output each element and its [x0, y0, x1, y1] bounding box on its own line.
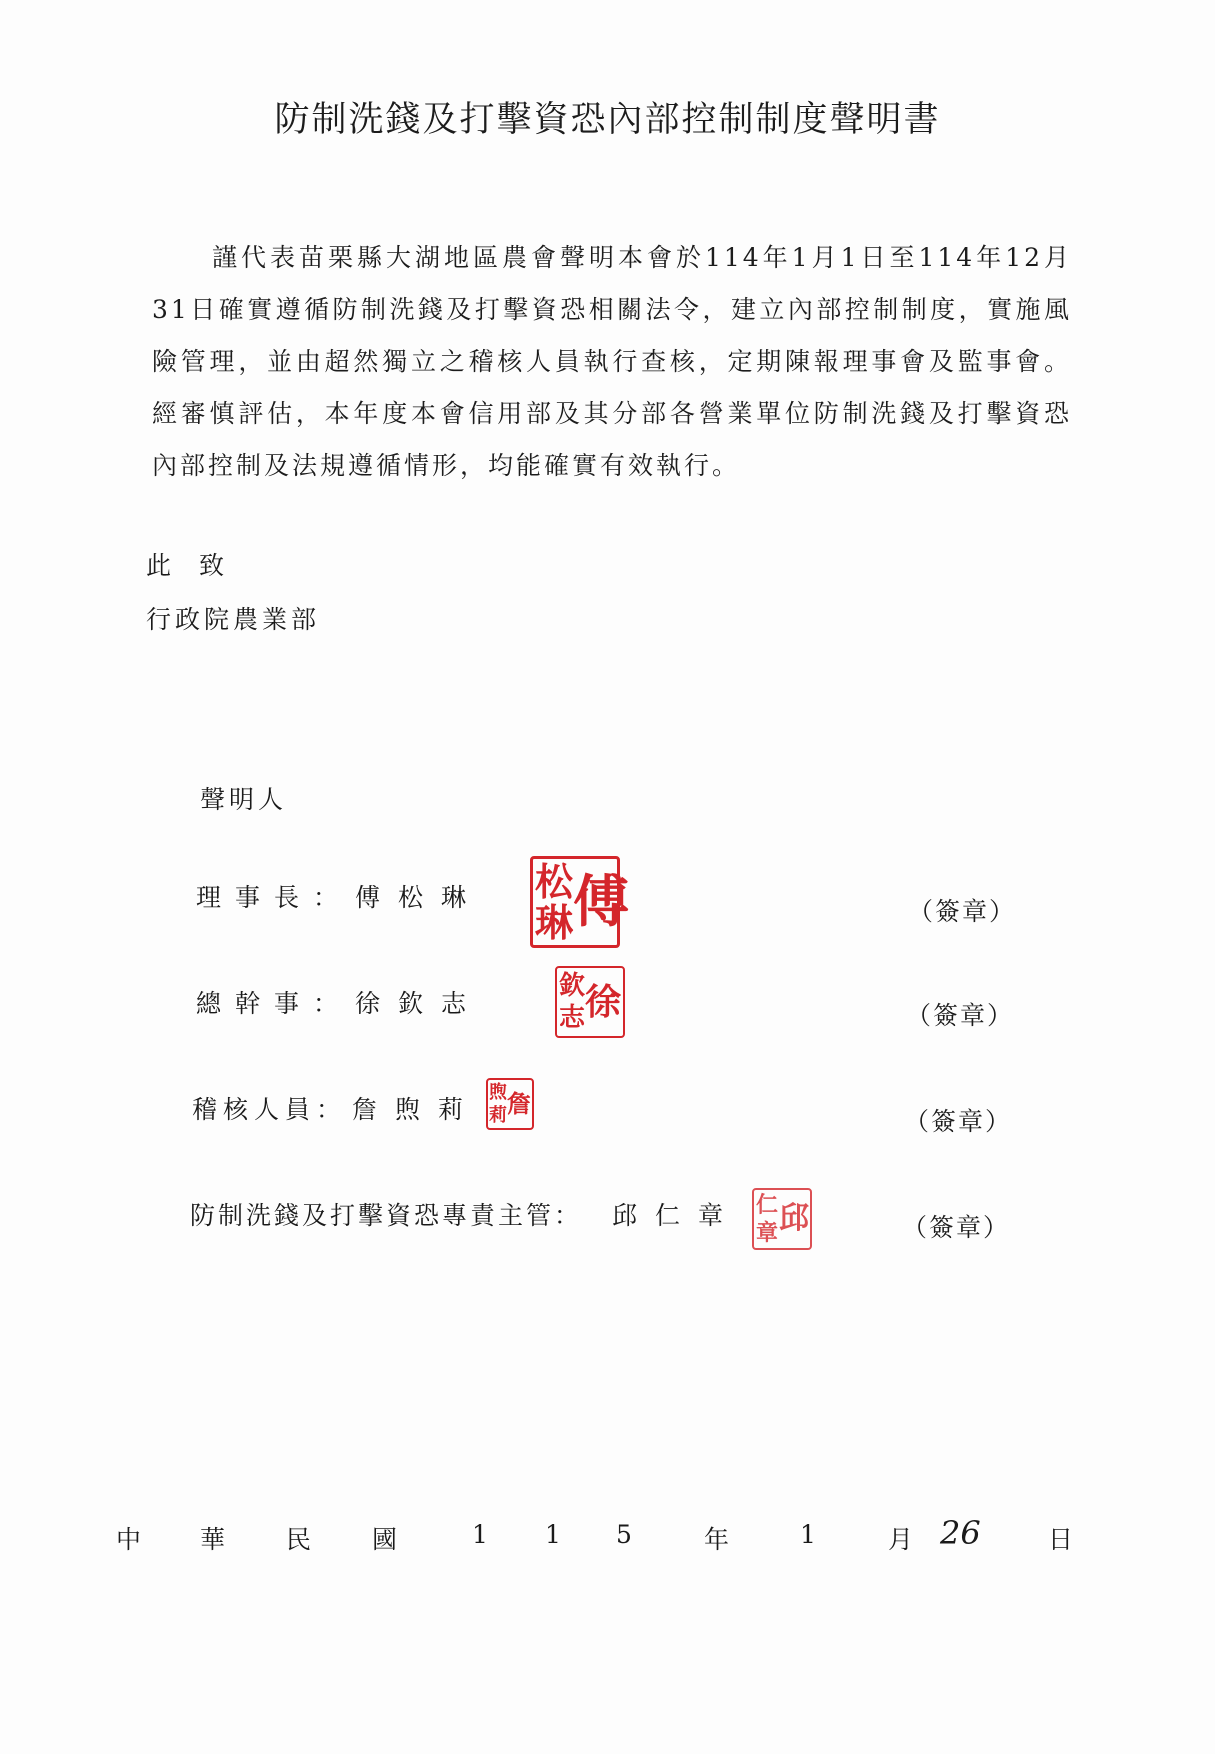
- aml-officer-seal: 仁 邱 章: [752, 1188, 812, 1250]
- signature-mark: （簽章）: [902, 1213, 1011, 1242]
- date-month: 1: [800, 1520, 816, 1549]
- date-char: 國: [372, 1525, 398, 1554]
- signature-mark: （簽章）: [906, 1001, 1015, 1030]
- date-year-digit: 5: [616, 1520, 632, 1549]
- signatory-aml-officer: [0, 1192, 1215, 1256]
- date-char: 中: [116, 1525, 142, 1554]
- declarant-label: 聲明人: [200, 785, 288, 814]
- date-day-handwritten: 26: [940, 1514, 981, 1552]
- declaration-date: [0, 1514, 1215, 1570]
- chairman-seal: 松 傅 琳: [530, 856, 620, 948]
- signatory-role: 總幹事：: [196, 989, 353, 1018]
- signatory-role: 理事長：: [196, 883, 353, 912]
- date-char: 民: [286, 1525, 312, 1554]
- auditor-seal: 煦 詹 莉: [486, 1078, 534, 1130]
- addressee: 行政院農業部: [146, 605, 321, 634]
- signatory-role: 防制洗錢及打擊資恐專責主管：: [190, 1201, 583, 1230]
- declaration-body: 謹代表苗栗縣大湖地區農會聲明本會於114年1月1日至114年12月31日確實遵循防制洗錢及打擊資恐相關法令，建立內部控制制度，實施風險管理，並由超然獨立之稽核人員執行查核，定期陳報理事會及監事會。經審慎評估，本年度本會信用部及其分部各營業單位防制洗錢及打擊資恐內部控制及法規遵循情形，均能確實有效執行。: [152, 243, 1072, 480]
- signatory-name: 傅松琳: [355, 883, 485, 912]
- date-month-label: 月: [888, 1525, 914, 1554]
- signatory-auditor: [0, 1081, 1215, 1150]
- date-year-digit: 1: [472, 1520, 488, 1549]
- date-char: 華: [200, 1525, 226, 1554]
- signatory-chairman: [0, 858, 1215, 945]
- salutation: 此致: [146, 551, 253, 580]
- general-manager-seal: 欽 徐 志: [555, 966, 625, 1038]
- signatory-name: 邱仁章: [612, 1201, 742, 1230]
- date-day-label: 日: [1048, 1525, 1074, 1554]
- document-title: 防制洗錢及打擊資恐內部控制制度聲明書: [274, 100, 941, 140]
- signature-mark: （簽章）: [908, 897, 1017, 926]
- signature-mark: （簽章）: [904, 1107, 1013, 1136]
- date-year-label: 年: [704, 1525, 730, 1554]
- signatory-name: 詹煦莉: [352, 1095, 482, 1124]
- signatory-role: 稽核人員：: [192, 1095, 348, 1124]
- signatory-general-manager: [0, 971, 1215, 1044]
- date-year-digit: 1: [545, 1520, 561, 1549]
- signatory-name: 徐欽志: [355, 989, 485, 1018]
